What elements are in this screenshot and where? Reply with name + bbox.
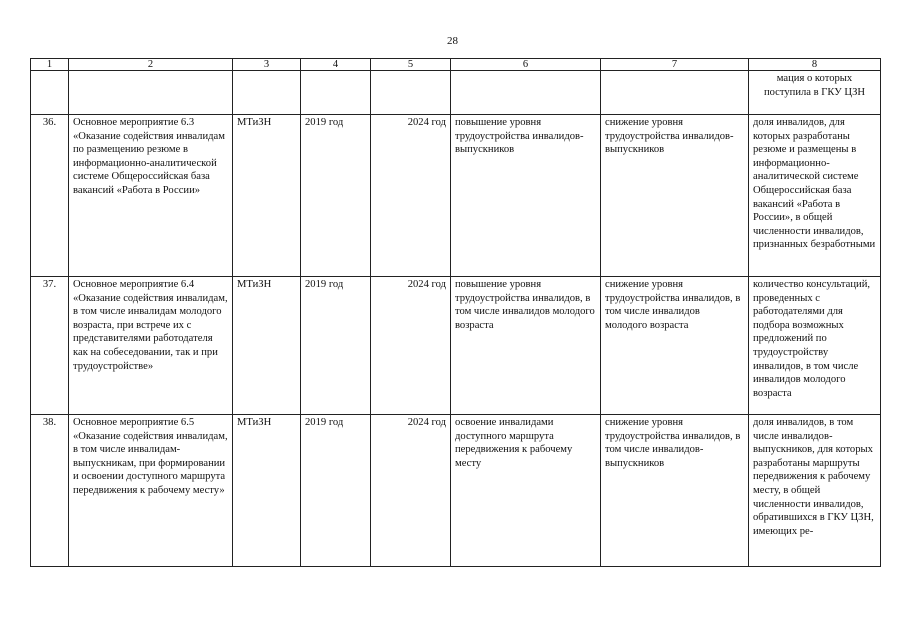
measure-name-cell: Основное мероприятие 6.4 «Оказание содействия инвалидам, в том числе инвалидам молодого возраста, при встрече их с представителями работодателя как на собеседовании, так и при трудоустройстве» [69, 277, 233, 415]
column-header: 4 [301, 59, 371, 71]
table-cell [233, 71, 301, 115]
table-row [31, 415, 881, 567]
table-cell [371, 71, 451, 115]
measure-name-cell: Основное мероприятие 6.5 «Оказание содействия инвалидам, в том числе инвалидам-выпускникам, при формировании и освоении доступного маршрута передвижения к рабочему месту» [69, 415, 233, 567]
table-cell [69, 71, 233, 115]
column-header: 8 [749, 59, 881, 71]
consequence-cell: снижение уровня трудоустройства инвалидов, в том числе инвалидов молодого возраста [601, 277, 749, 415]
executor-cell: МТиЗН [233, 277, 301, 415]
table-row [31, 277, 881, 415]
table-cell [601, 71, 749, 115]
indicator-cell: количество консультаций, проведенных с работодателями для подбора возможных предложений по трудоустройству инвалидов, в том числе инвалидов молодого возраста [749, 277, 881, 415]
indicator-cell: доля инвалидов, для которых разработаны резюме и размещены в информационно-аналитической системе Общероссийская база вакансий «Работа в России», в общей численности инвалидов, признанных безработными [749, 115, 881, 277]
column-header: 1 [31, 59, 69, 71]
end-year-cell: 2024 год [371, 415, 451, 567]
table-cell [301, 71, 371, 115]
end-year-cell: 2024 год [371, 277, 451, 415]
measures-table [30, 58, 881, 567]
executor-cell: МТиЗН [233, 115, 301, 277]
start-year-cell: 2019 год [301, 277, 371, 415]
end-year-cell: 2024 год [371, 115, 451, 277]
expected-result-cell: повышение уровня трудоустройства инвалидов, в том числе инвалидов молодого возраста [451, 277, 601, 415]
continuation-row [31, 71, 881, 115]
row-number-cell: 38. [31, 415, 69, 567]
consequence-cell: снижение уровня трудоустройства инвалидов, в том числе инвалидов-выпускников [601, 415, 749, 567]
start-year-cell: 2019 год [301, 415, 371, 567]
page-number: 28 [447, 35, 458, 47]
row-number-cell: 36. [31, 115, 69, 277]
column-number-header-row [31, 59, 881, 71]
indicator-continuation-cell: мация о которых поступила в ГКУ ЦЗН [749, 71, 881, 115]
column-header: 2 [69, 59, 233, 71]
start-year-cell: 2019 год [301, 115, 371, 277]
executor-cell: МТиЗН [233, 415, 301, 567]
row-number-cell: 37. [31, 277, 69, 415]
column-header: 7 [601, 59, 749, 71]
table-cell [31, 71, 69, 115]
column-header: 3 [233, 59, 301, 71]
column-header: 6 [451, 59, 601, 71]
table-row [31, 115, 881, 277]
column-header: 5 [371, 59, 451, 71]
table-cell [451, 71, 601, 115]
expected-result-cell: повышение уровня трудоустройства инвалидов-выпускников [451, 115, 601, 277]
consequence-cell: снижение уровня трудоустройства инвалидов-выпускников [601, 115, 749, 277]
expected-result-cell: освоение инвалидами доступного маршрута передвижения к рабочему месту [451, 415, 601, 567]
measure-name-cell: Основное мероприятие 6.3 «Оказание содействия инвалидам по размещению резюме в информационно-аналитической системе Общероссийская база вакансий «Работа в России» [69, 115, 233, 277]
indicator-cell: доля инвалидов, в том числе инвалидов-выпускников, для которых разработаны маршруты передвижения к рабочему месту, в общей численности инвалидов, обратившихся в ГКУ ЦЗН, имеющих ре- [749, 415, 881, 567]
